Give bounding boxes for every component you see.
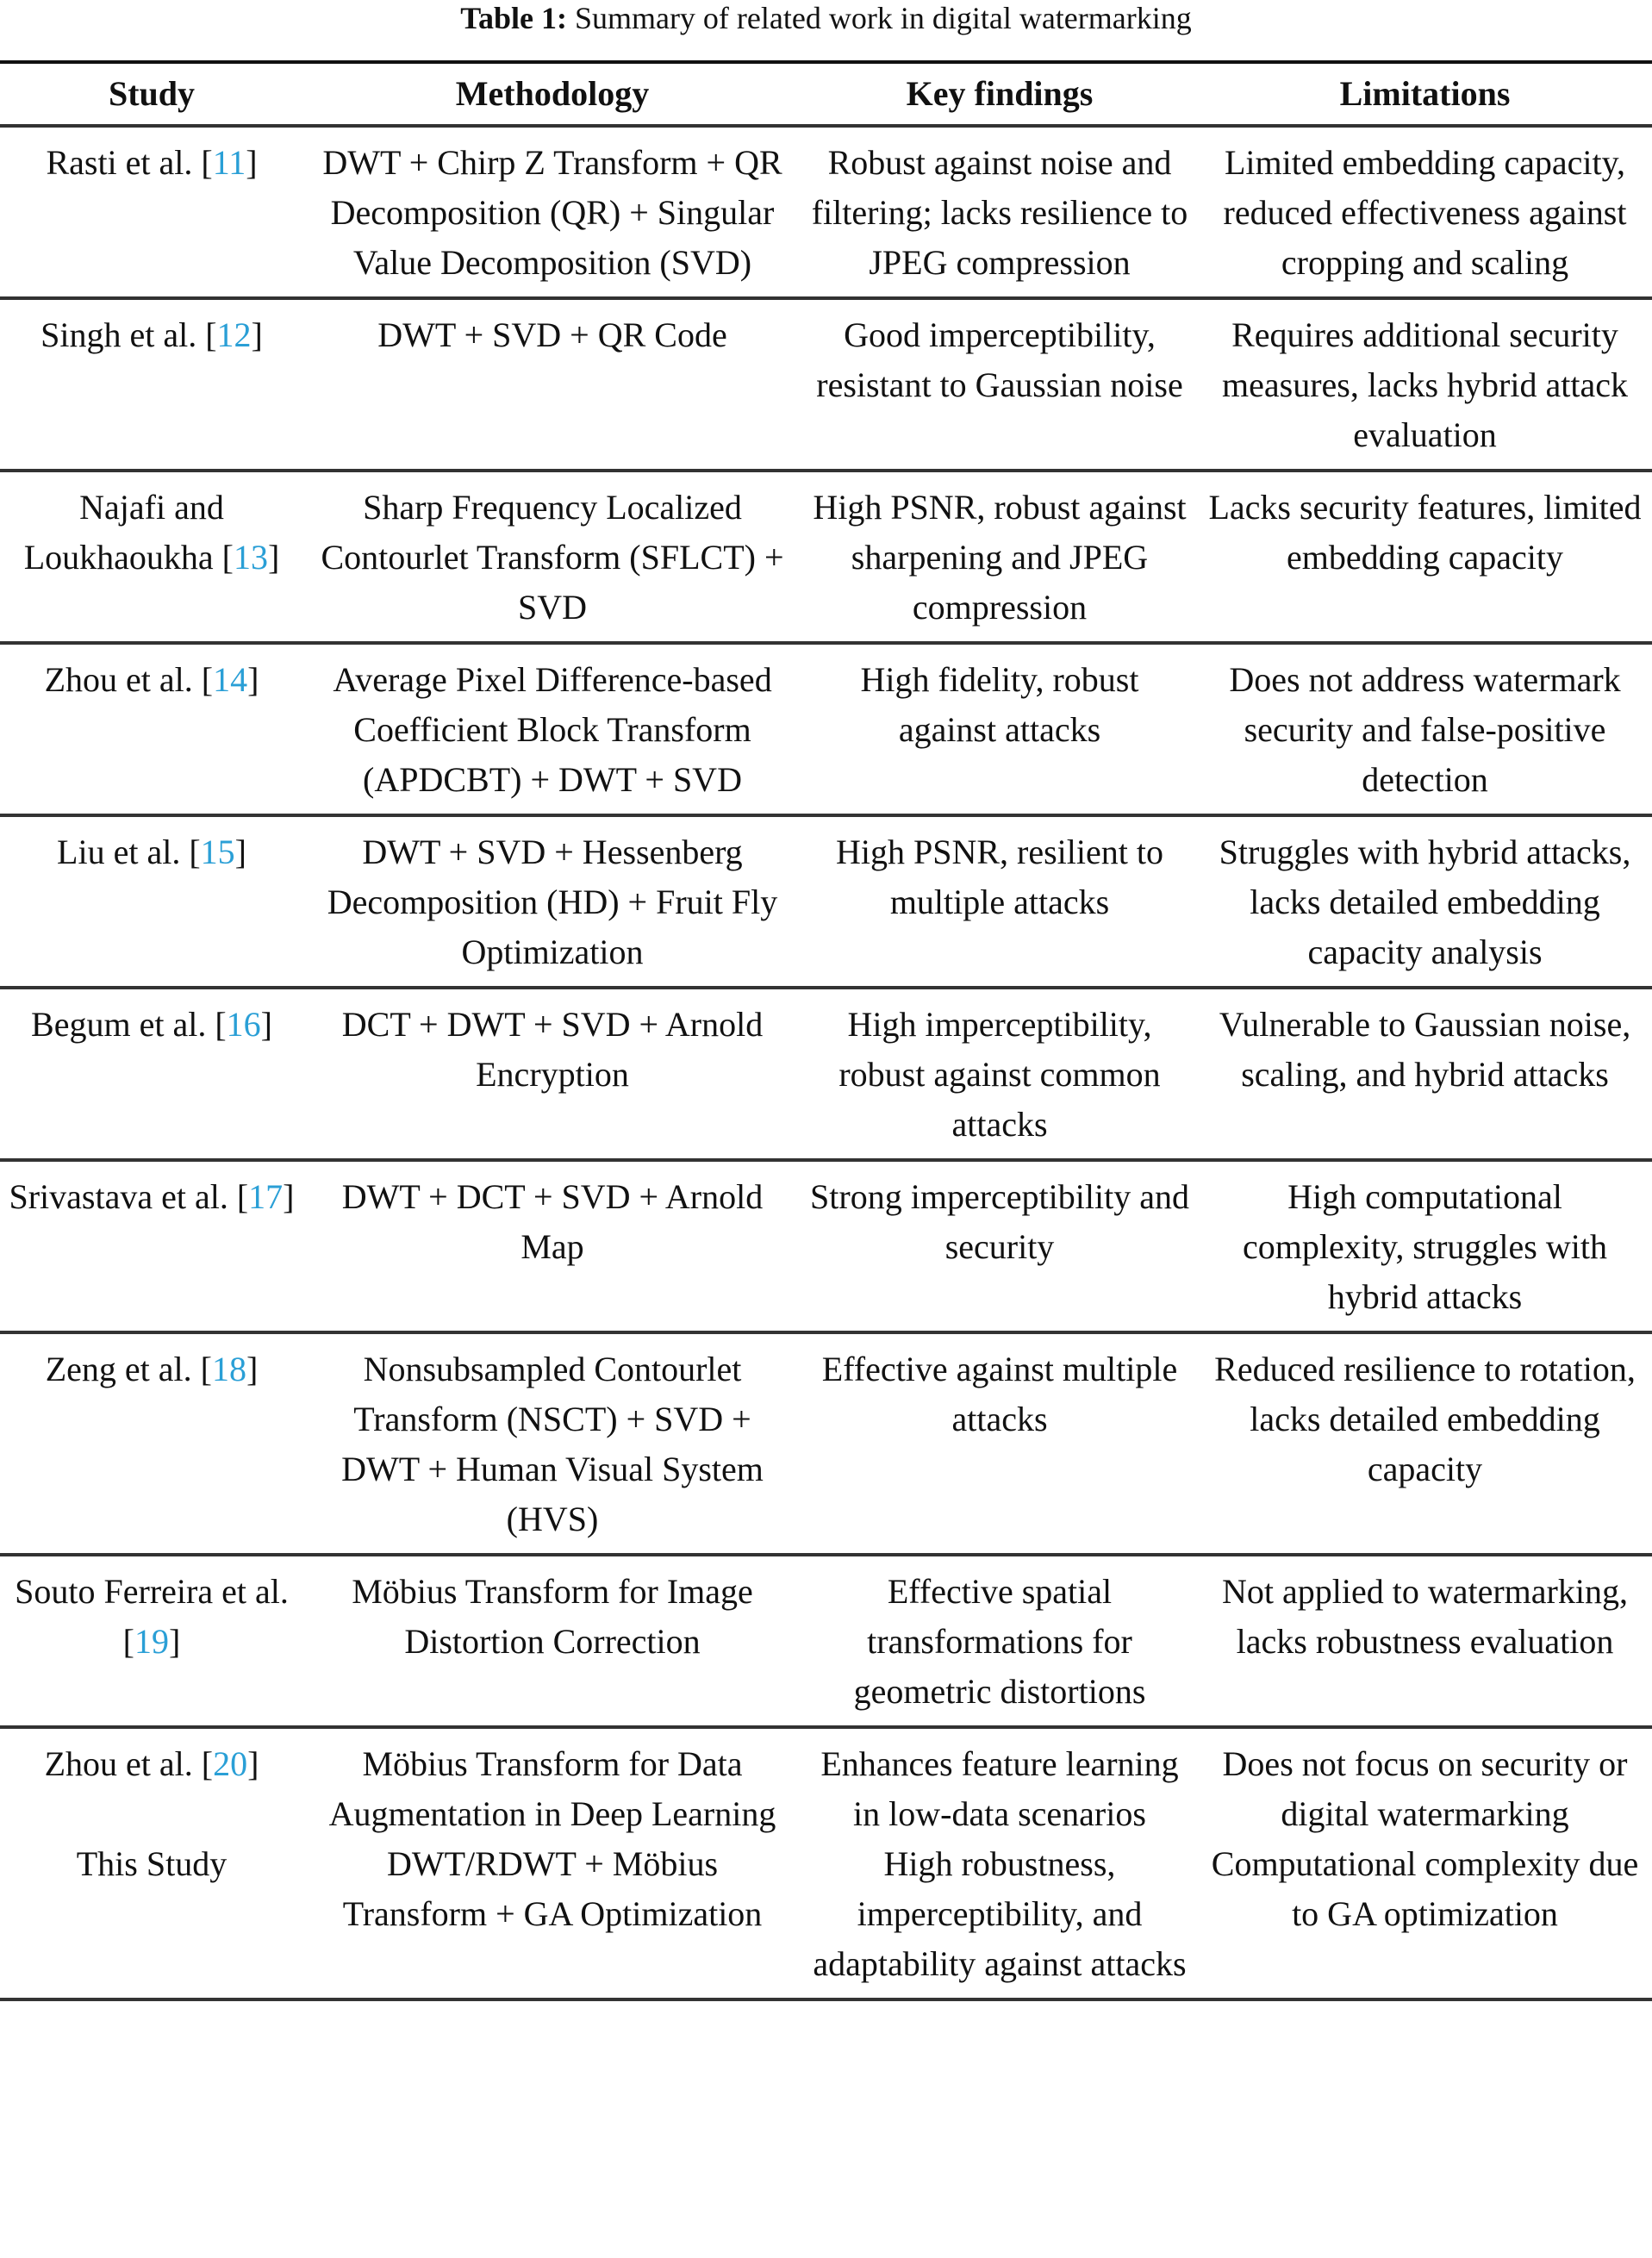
bracket: ] — [246, 143, 258, 182]
study-name: Zhou et al. [ — [44, 660, 214, 699]
citation-link[interactable]: 18 — [211, 1350, 246, 1388]
study-name: Liu et al. [ — [57, 833, 201, 871]
related-work-table — [0, 60, 1652, 2001]
bracket: ] — [234, 833, 246, 871]
findings-cell: Effective spatial transformations for geometric distortions — [801, 1555, 1198, 1727]
study-name: Begum et al. [ — [31, 1005, 227, 1044]
table-row — [0, 643, 1652, 815]
findings-cell: Effective against multiple attacks — [801, 1332, 1198, 1555]
methodology-cell: DWT + SVD + Hessenberg Decomposition (HD) + Fruit Fly Optimization — [303, 815, 801, 988]
bracket: ] — [251, 315, 263, 354]
header-methodology: Methodology — [303, 62, 801, 126]
study-name: Zhou et al. [ — [44, 1744, 214, 1783]
methodology-cell: DWT + Chirp Z Transform + QR Decomposition (QR) + Singular Value Decomposition (SVD) — [303, 126, 801, 298]
limitations-cell: Requires additional security measures, lacks hybrid attack evaluation — [1198, 298, 1652, 471]
findings-cell: High robustness, imperceptibility, and adaptability against attacks — [801, 1839, 1198, 1999]
citation-link[interactable]: 14 — [213, 660, 248, 699]
methodology-cell: Möbius Transform for Data Augmentation in Deep Learning — [328, 1744, 776, 1833]
study-cell — [0, 1839, 303, 1999]
findings-cell: Strong imperceptibility and security — [801, 1160, 1198, 1332]
study-cell — [0, 1555, 303, 1727]
table-caption-text: Summary of related work in digital watermarking — [566, 1, 1192, 35]
study-cell — [0, 298, 303, 471]
table-row — [0, 815, 1652, 988]
methodology-cell: DWT + SVD + QR Code — [303, 298, 801, 471]
methodology-cell: Nonsubsampled Contourlet Transform (NSCT) + SVD + DWT + Human Visual System (HVS) — [303, 1332, 801, 1555]
table-row — [0, 471, 1652, 643]
limitations-cell: Does not focus on security or digital watermarking — [1222, 1744, 1628, 1833]
table-label: Table 1: — [460, 1, 567, 35]
header-study: Study — [0, 62, 303, 126]
bracket: ] — [260, 1005, 272, 1044]
limitations-cell: Reduced resilience to rotation, lacks detailed embedding capacity — [1198, 1332, 1652, 1555]
study-name: Najafi and Loukhaoukha [ — [23, 488, 234, 577]
header-key-findings: Key findings — [801, 62, 1198, 126]
bracket: ] — [247, 1744, 259, 1783]
limitations-cell: Struggles with hybrid attacks, lacks detailed embedding capacity analysis — [1198, 815, 1652, 988]
limitations-cell: Limited embedding capacity, reduced effectiveness against cropping and scaling — [1198, 126, 1652, 298]
findings-cell: High fidelity, robust against attacks — [801, 643, 1198, 815]
findings-cell: High imperceptibility, robust against common attacks — [801, 988, 1198, 1160]
methodology-cell: Average Pixel Difference-based Coefficient Block Transform (APDCBT) + DWT + SVD — [303, 643, 801, 815]
table-row — [0, 1727, 1652, 1839]
bracket: ] — [246, 1350, 259, 1388]
citation-link[interactable]: 13 — [233, 538, 268, 577]
citation-link[interactable]: 20 — [213, 1744, 248, 1783]
findings-cell: High PSNR, robust against sharpening and JPEG compression — [801, 471, 1198, 643]
table-row-this-study — [0, 1839, 1652, 1999]
citation-link[interactable]: 11 — [212, 143, 246, 182]
study-name: Souto Ferreira et al. [ — [15, 1572, 289, 1661]
methodology-cell: Möbius Transform for Image Distortion Correction — [303, 1555, 801, 1727]
study-cell — [0, 815, 303, 988]
bracket: ] — [267, 538, 280, 577]
limitations-cell: Computational complexity due to GA optimization — [1198, 1839, 1652, 1999]
study-cell — [0, 643, 303, 815]
findings-cell: Enhances feature learning in low-data scenarios — [820, 1744, 1179, 1833]
limitations-cell: Vulnerable to Gaussian noise, scaling, and hybrid attacks — [1198, 988, 1652, 1160]
bracket: ] — [247, 660, 259, 699]
citation-link[interactable]: 15 — [200, 833, 235, 871]
findings-cell: Robust against noise and filtering; lacks resilience to JPEG compression — [801, 126, 1198, 298]
study-cell — [0, 126, 303, 298]
limitations-cell: Lacks security features, limited embedding capacity — [1198, 471, 1652, 643]
study-name: This Study — [76, 1844, 228, 1883]
study-cell — [0, 1727, 303, 1839]
findings-cell: Good imperceptibility, resistant to Gaussian noise — [801, 298, 1198, 471]
study-cell — [0, 1160, 303, 1332]
study-name: Srivastava et al. [ — [9, 1177, 249, 1216]
limitations-cell: Does not address watermark security and false-positive detection — [1198, 643, 1652, 815]
table-caption — [0, 0, 1652, 36]
table-row — [0, 1332, 1652, 1555]
table-row — [0, 988, 1652, 1160]
table-row — [0, 1160, 1652, 1332]
methodology-cell: DCT + DWT + SVD + Arnold Encryption — [303, 988, 801, 1160]
limitations-cell: High computational complexity, struggles with hybrid attacks — [1198, 1160, 1652, 1332]
table-row — [0, 1555, 1652, 1727]
findings-cell: High PSNR, resilient to multiple attacks — [801, 815, 1198, 988]
citation-link[interactable]: 12 — [216, 315, 252, 354]
methodology-cell: Sharp Frequency Localized Contourlet Transform (SFLCT) + SVD — [303, 471, 801, 643]
study-name: Rasti et al. [ — [46, 143, 213, 182]
methodology-cell: DWT + DCT + SVD + Arnold Map — [303, 1160, 801, 1332]
study-name: Zeng et al. [ — [45, 1350, 212, 1388]
citation-link[interactable]: 16 — [226, 1005, 261, 1044]
study-cell — [0, 471, 303, 643]
citation-link[interactable]: 19 — [134, 1622, 169, 1661]
study-cell — [0, 988, 303, 1160]
header-limitations: Limitations — [1198, 62, 1652, 126]
header-row — [0, 62, 1652, 126]
limitations-cell: Not applied to watermarking, lacks robustness evaluation — [1198, 1555, 1652, 1727]
citation-link[interactable]: 17 — [248, 1177, 284, 1216]
table-row — [0, 126, 1652, 298]
study-name: Singh et al. [ — [41, 315, 217, 354]
study-cell — [0, 1332, 303, 1555]
table-row — [0, 298, 1652, 471]
bracket: ] — [169, 1622, 181, 1661]
methodology-cell: DWT/RDWT + Möbius Transform + GA Optimization — [303, 1839, 801, 1999]
bracket: ] — [283, 1177, 295, 1216]
